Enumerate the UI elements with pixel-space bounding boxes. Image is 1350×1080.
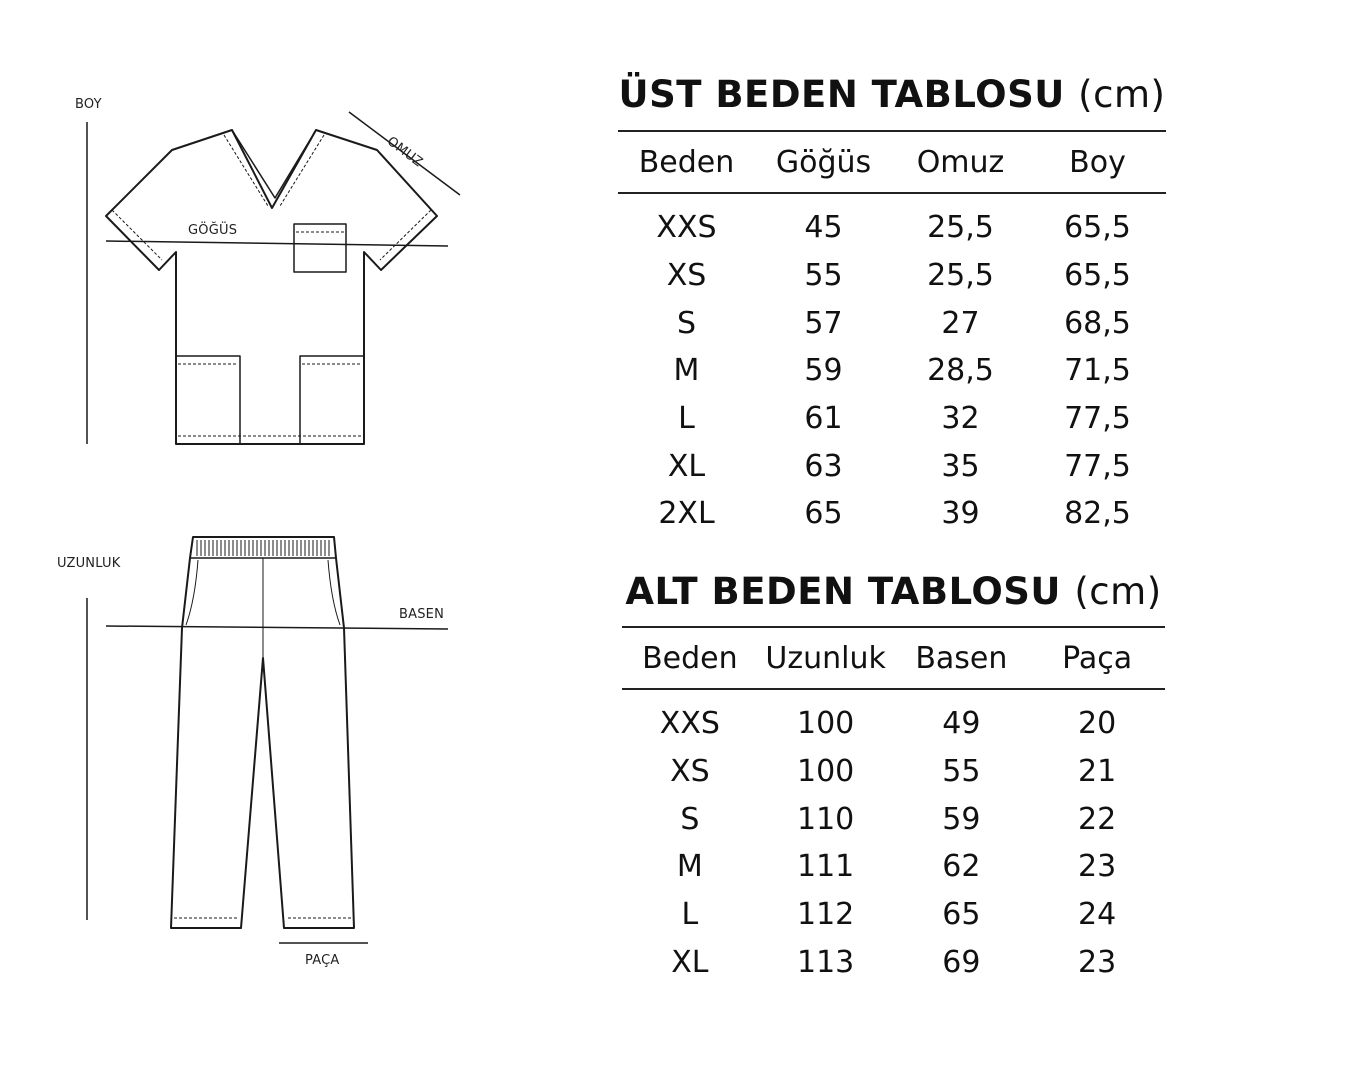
table-row bbox=[618, 395, 1166, 443]
label-omuz: OMUZ bbox=[383, 134, 426, 171]
lower-table-title bbox=[622, 563, 1165, 621]
cell: 100 bbox=[796, 754, 855, 790]
cell: 59 bbox=[942, 801, 981, 837]
label-boy: BOY bbox=[75, 97, 102, 112]
table-row bbox=[622, 938, 1165, 986]
cell: 77,5 bbox=[1064, 448, 1131, 484]
cell: 100 bbox=[796, 706, 855, 742]
cell: 32 bbox=[941, 401, 980, 437]
header-cell: Omuz bbox=[916, 144, 1005, 180]
cell: 112 bbox=[796, 897, 855, 933]
lower-table-body bbox=[622, 690, 1165, 986]
cell: XL bbox=[671, 944, 709, 980]
cell: 25,5 bbox=[927, 258, 994, 294]
cell: 55 bbox=[942, 754, 981, 790]
upper-table-header bbox=[618, 132, 1166, 192]
cell: 39 bbox=[941, 496, 980, 532]
upper-size-table bbox=[618, 66, 1166, 538]
label-basen: BASEN bbox=[399, 607, 445, 622]
cell: 20 bbox=[1078, 706, 1117, 742]
table-row bbox=[622, 700, 1165, 748]
header-cell: Beden bbox=[638, 144, 735, 180]
cell: 68,5 bbox=[1064, 305, 1131, 341]
cell: 23 bbox=[1078, 944, 1117, 980]
garment-diagram bbox=[0, 0, 600, 1080]
cell: XXS bbox=[659, 706, 720, 742]
table-row bbox=[622, 795, 1165, 843]
lower-title-unit: (cm) bbox=[1074, 570, 1162, 613]
cell: 49 bbox=[942, 706, 981, 742]
upper-table-body bbox=[618, 194, 1166, 538]
cell: 35 bbox=[941, 448, 980, 484]
label-gogus: GÖĞÜS bbox=[188, 223, 238, 238]
upper-title-unit: (cm) bbox=[1078, 73, 1166, 116]
lower-size-table bbox=[622, 563, 1165, 986]
cell: 110 bbox=[796, 801, 855, 837]
cell: 82,5 bbox=[1064, 496, 1131, 532]
label-paca: PAÇA bbox=[305, 953, 340, 968]
cell: 63 bbox=[804, 448, 843, 484]
table-row bbox=[618, 299, 1166, 347]
cell: L bbox=[678, 401, 695, 437]
cell: XL bbox=[667, 448, 706, 484]
scrub-top-outline bbox=[106, 130, 437, 444]
cell: 24 bbox=[1078, 897, 1117, 933]
cell: 69 bbox=[942, 944, 981, 980]
header-cell: Basen bbox=[915, 640, 1008, 676]
table-row bbox=[618, 490, 1166, 538]
cell: 61 bbox=[804, 401, 843, 437]
cell: L bbox=[681, 897, 699, 933]
cell: 71,5 bbox=[1064, 353, 1131, 389]
cell: 55 bbox=[804, 258, 843, 294]
cell: 77,5 bbox=[1064, 401, 1131, 437]
header-cell: Boy bbox=[1069, 144, 1126, 180]
garment-illustration bbox=[0, 0, 600, 1080]
table-row bbox=[618, 204, 1166, 252]
cell: XS bbox=[666, 258, 707, 294]
cell: XS bbox=[670, 754, 710, 790]
upper-title-text: ÜST BEDEN TABLOSU bbox=[618, 73, 1065, 116]
cell: 57 bbox=[804, 305, 843, 341]
table-row bbox=[618, 252, 1166, 300]
table-row bbox=[618, 347, 1166, 395]
cell: XXS bbox=[656, 210, 717, 246]
cell: 25,5 bbox=[927, 210, 994, 246]
cell: M bbox=[676, 849, 703, 885]
cell: 59 bbox=[804, 353, 843, 389]
upper-table-title bbox=[618, 66, 1166, 124]
table-row bbox=[622, 843, 1165, 891]
cell: 27 bbox=[941, 305, 980, 341]
cell: S bbox=[676, 305, 697, 341]
cell: 23 bbox=[1078, 849, 1117, 885]
cell: 22 bbox=[1078, 801, 1117, 837]
header-cell: Paça bbox=[1062, 640, 1133, 676]
cell: 113 bbox=[796, 944, 855, 980]
table-row bbox=[622, 748, 1165, 796]
cell: 2XL bbox=[658, 496, 715, 532]
table-row bbox=[618, 442, 1166, 490]
cell: 65,5 bbox=[1064, 210, 1131, 246]
lower-title-text: ALT BEDEN TABLOSU bbox=[625, 570, 1061, 613]
header-cell: Uzunluk bbox=[765, 640, 886, 676]
table-row bbox=[622, 891, 1165, 939]
cell: S bbox=[680, 801, 700, 837]
cell: 62 bbox=[942, 849, 981, 885]
cell: 21 bbox=[1078, 754, 1117, 790]
cell: 111 bbox=[796, 849, 855, 885]
cell: M bbox=[673, 353, 700, 389]
label-uzunluk: UZUNLUK bbox=[57, 556, 121, 571]
lower-table-header bbox=[622, 628, 1165, 688]
cell: 65 bbox=[942, 897, 981, 933]
header-cell: Beden bbox=[642, 640, 738, 676]
header-cell: Göğüs bbox=[775, 144, 872, 180]
cell: 65 bbox=[804, 496, 843, 532]
cell: 28,5 bbox=[927, 353, 994, 389]
cell: 65,5 bbox=[1064, 258, 1131, 294]
cell: 45 bbox=[804, 210, 843, 246]
